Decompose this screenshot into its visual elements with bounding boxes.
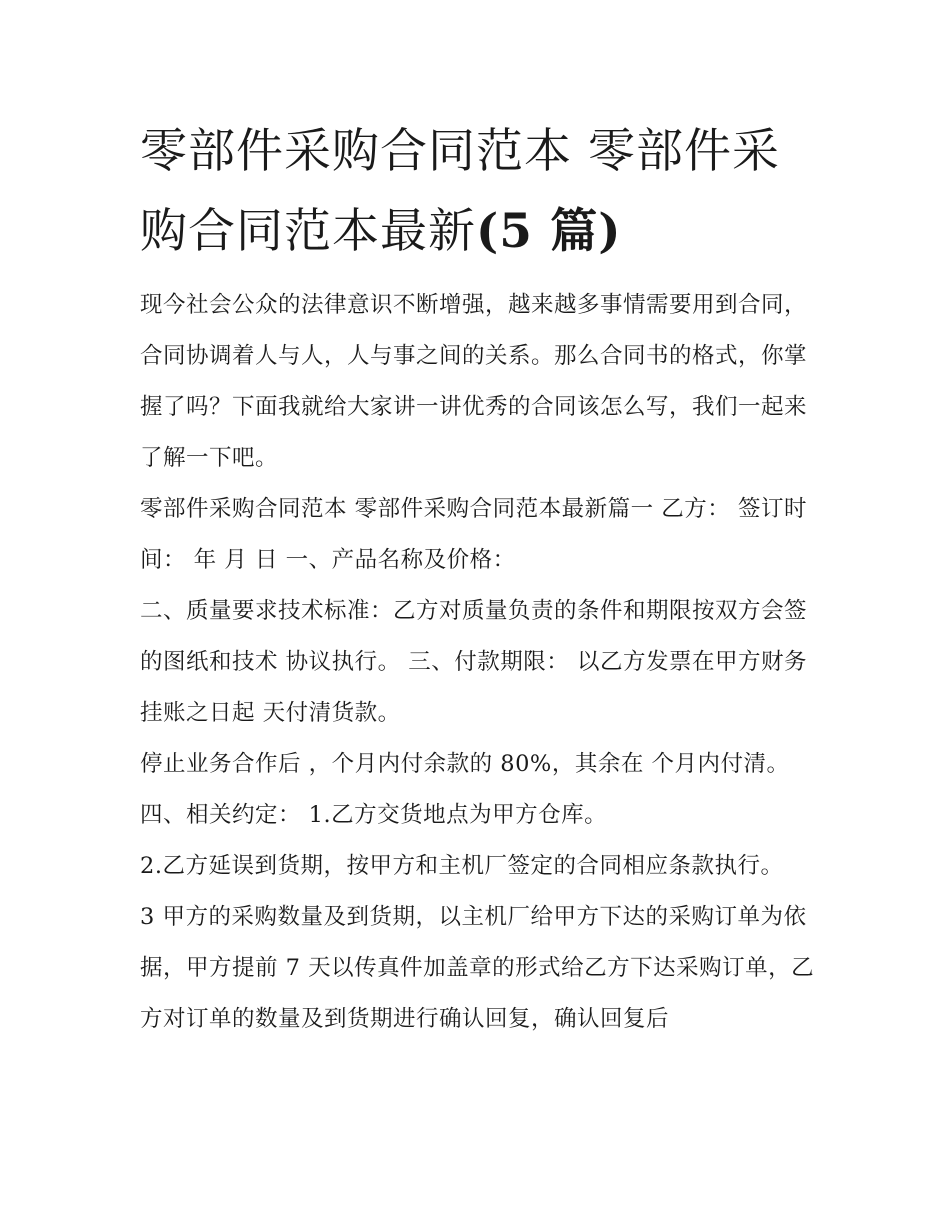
paragraph-intro: 现今社会公众的法律意识不断增强，越来越多事情需要用到合同，合同协调着人与人，人与事之间的关系。那么合同书的格式，你掌握了吗？下面我就给大家讲一讲优秀的合同该怎么写，我们一起来了解一下吧。 (140, 292, 808, 471)
paragraph-clause-2: 2.乙方延误到货期，按甲方和主机厂签定的合同相应条款执行。 (140, 853, 784, 879)
document-title (140, 112, 820, 272)
paragraph-clause-3: 3 甲方的采购数量及到货期，以主机厂给甲方下达的采购订单为依据，甲方提前 7 天以传真件加盖章的形式给乙方下达采购订单，乙方对订单的数量及到货期进行确认回复，确认回复后 (140, 904, 815, 1032)
paragraph-article-3: 停止业务合作后 ，个月内付余款的 80%，其余在 个月内付清。 四、相关约定： 1.乙方交货地点为甲方仓库。 (140, 751, 790, 828)
title-text: 零部件采购合同范本 零部件采购合同范本最新 (140, 124, 780, 259)
title-count: (5 篇) (476, 204, 622, 259)
paragraph-article-2: 二、质量要求技术标准：乙方对质量负责的条件和期限按双方会签的图纸和技术 协议执行。 三、付款期限： 以乙方发票在甲方财务挂账之日起 天付清货款。 (140, 598, 808, 726)
paragraph-article-1: 零部件采购合同范本 零部件采购合同范本最新篇一 乙方： 签订时间： 年 月 日 一、产品名称及价格： (140, 496, 807, 573)
document-body (140, 280, 815, 1045)
